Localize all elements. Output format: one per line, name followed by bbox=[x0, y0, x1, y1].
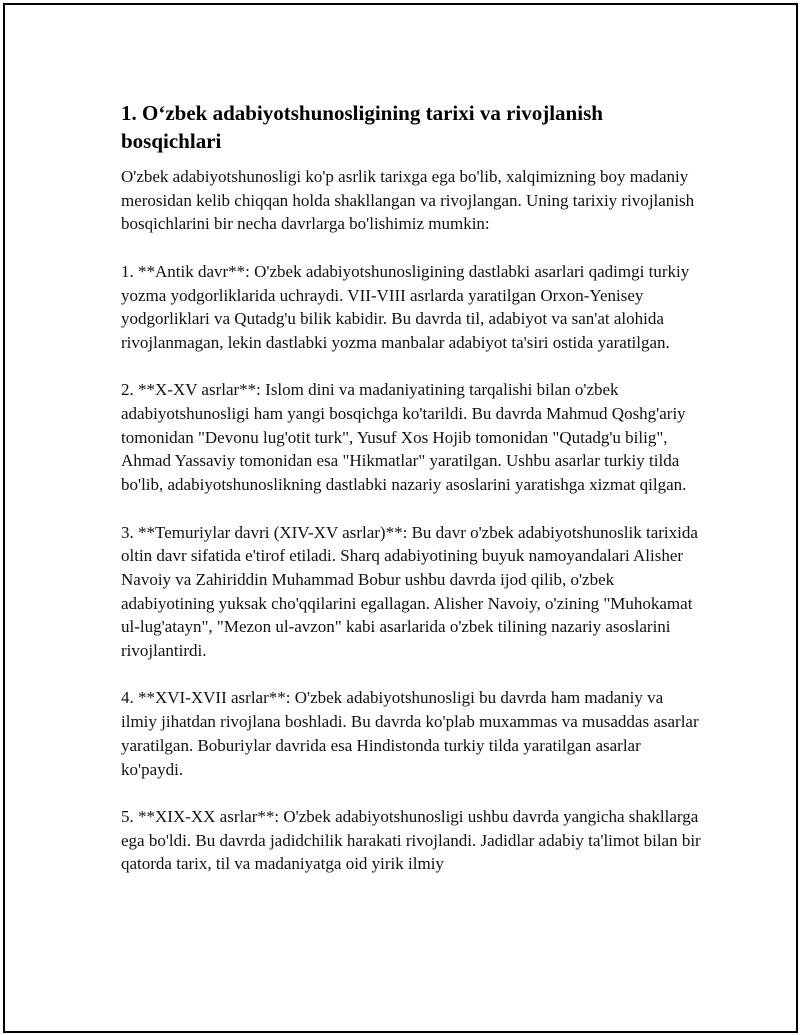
intro-paragraph: O'zbek adabiyotshunosligi ko'p asrlik tarixga ega bo'lib, xalqimizning boy madaniy merosidan kelib chiqqan holda shakllangan va rivojlangan. Uning tarixiy rivojlanish bosqichlarini bir necha davrlarga bo'lishimiz mumkin: bbox=[121, 167, 695, 234]
page-frame bbox=[3, 3, 798, 1033]
paragraph-x-xv-asrlar: 2. **X-XV asrlar**: Islom dini va madaniyatining tarqalishi bilan o'zbek adabiyotshunosligi ham yangi bosqichga ko'tarildi. Bu davrda Mahmud Qoshg'ariy tomonidan "Devonu lug'otit turk", Yusuf Xos Hojib tomonidan "Qutadg'u bilig", Ahmad Yassaviy tomonidan esa "Hikmatlar" yaratilgan. Ushbu asarlar turkiy tilda bo'lib, adabiyotshunoslikning dastlabki nazariy asoslarini yaratishga xizmat qilgan. bbox=[121, 380, 687, 495]
document-body bbox=[121, 99, 701, 900]
paragraph-xvi-xvii-asrlar: 4. **XVI-XVII asrlar**: O'zbek adabiyotshunosligi bu davrda ham madaniy va ilmiy jihatdan rivojlana boshladi. Bu davrda ko'plab muxammas va musaddas asarlar yaratilgan. Boburiylar davrida esa Hindistonda turkiy tilda yaratilgan asarlar ko'paydi. bbox=[121, 688, 699, 779]
paragraph-xix-xx-asrlar: 5. **XIX-XX asrlar**: O'zbek adabiyotshunosligi ushbu davrda yangicha shakllarga ega bo'ldi. Bu davrda jadidchilik harakati rivojlandi. Jadidlar adabiy ta'limot bilan bir qatorda tarix, til va madaniyatga oid yirik ilmiy bbox=[121, 806, 701, 874]
paragraph-temuriylar-davri: 3. **Temuriylar davri (XIV-XV asrlar)**: Bu davr o'zbek adabiyotshunoslik tarixida oltin davr sifatida e'tirof etiladi. Sharq adabiyotining buyuk namoyandalari Alisher Navoiy va Zahiriddin Muhammad Bobur ushbu davrda ijod qilib, o'zbek adabiyotining yuksak cho'qqilarini egallagan. Alisher Navoiy, o'zining "Muhokamat ul-lug'atayn", "Mezon ul-avzon" kabi asarlarida o'zbek tilining nazariy asoslarini rivojlantirdi. bbox=[121, 522, 698, 661]
section-heading: 1. O‘zbek adabiyotshunosligining tarixi va rivojlanish bosqichlari bbox=[121, 101, 603, 153]
paragraph-antik-davr: 1. **Antik davr**: O'zbek adabiyotshunosligining dastlabki asarlari qadimgi turkiy yozma yodgorliklarida uchraydi. VII-VIII asrlarda yaratilgan Orxon-Yenisey yodgorliklari va Qutadg'u bilik kabidir. Bu davrda til, adabiyot va san'at alohida rivojlanmagan, lekin dastlabki yozma manbalar adabiyot ta'siri ostida yaratilgan. bbox=[121, 261, 690, 352]
